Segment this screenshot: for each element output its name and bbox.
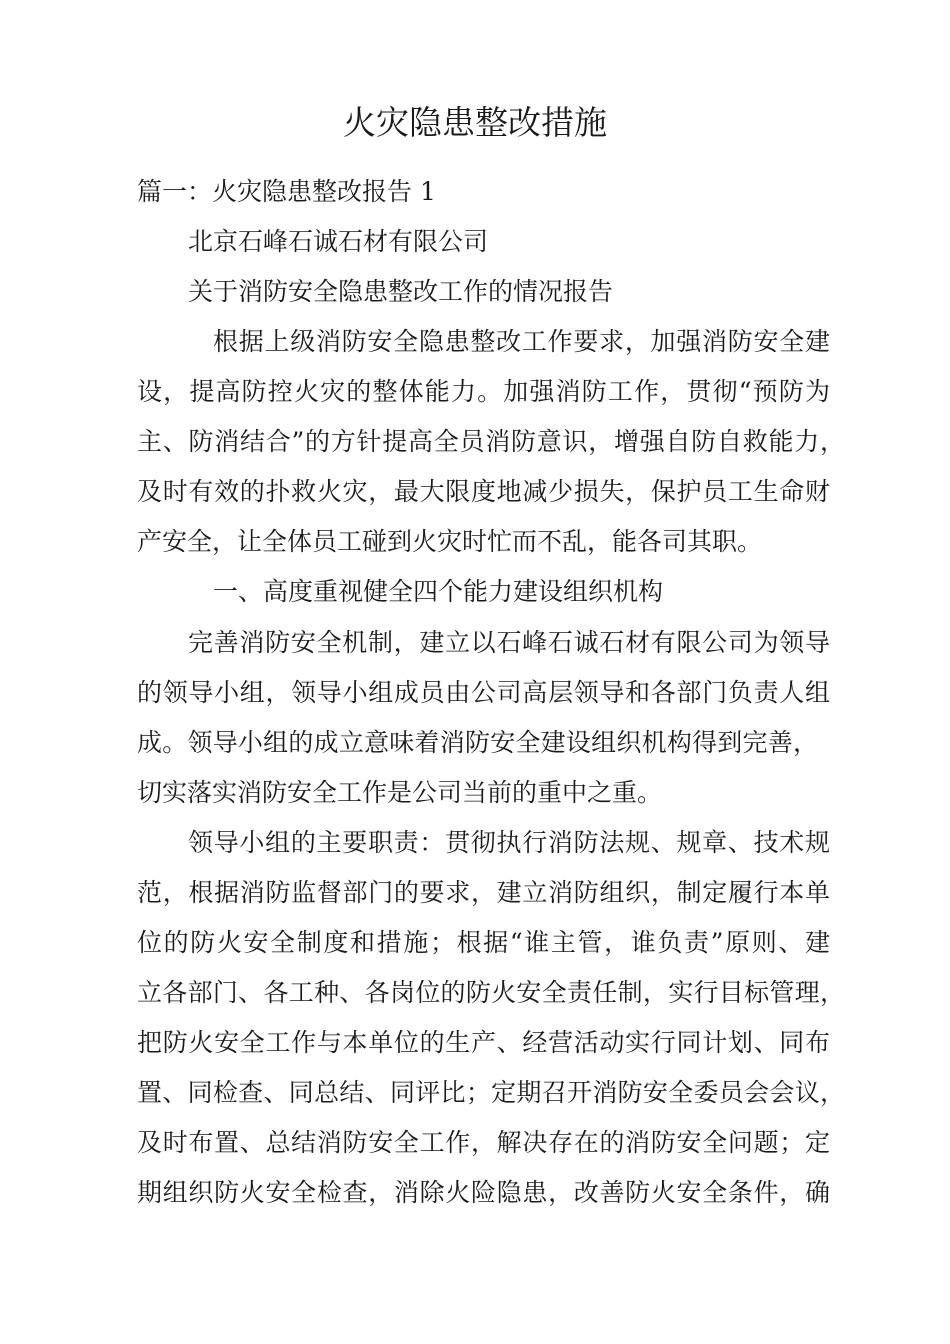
paragraph-line: 位的防火安全制度和措施；根据“谁主管，谁负责”原则、建: [137, 928, 830, 957]
paragraph-line: 把防火安全工作与本单位的生产、经营活动实行同计划、同布: [137, 1028, 830, 1057]
paragraph-line: 产安全，让全体员工碰到火灾时忙而不乱，能各司其职。: [137, 527, 763, 556]
paragraph-line: 立各部门、各工种、各岗位的防火安全责任制，实行目标管理，: [137, 978, 845, 1007]
paragraph-line: 置、同检查、同总结、同评比；定期召开消防安全委员会会议，: [137, 1078, 845, 1107]
section-heading: 篇一：火灾隐患整改报告 1: [137, 177, 436, 206]
paragraph-line: 主、防消结合”的方针提高全员消防意识，增强自防自救能力，: [137, 427, 845, 456]
paragraph-line: 及时有效的扑救火灾，最大限度地减少损失，保护员工生命财: [137, 477, 830, 506]
paragraph-line: 成。领导小组的成立意味着消防安全建设组织机构得到完善，: [137, 728, 818, 757]
paragraph-line: 切实落实消防安全工作是公司当前的重中之重。: [137, 778, 663, 807]
paragraph-line: 范，根据消防监督部门的要求，建立消防组织，制定履行本单: [137, 878, 830, 907]
subsection-heading: 一、高度重视健全四个能力建设组织机构: [213, 577, 664, 606]
paragraph-line: 完善消防安全机制，建立以石峰石诚石材有限公司为领导: [188, 628, 830, 657]
paragraph-line: 及时布置、总结消防安全工作，解决存在的消防安全问题；定: [137, 1128, 830, 1157]
paragraph-line: 设，提高防控火灾的整体能力。加强消防工作，贯彻“预防为: [137, 377, 830, 406]
paragraph-line: 根据上级消防安全隐患整改工作要求，加强消防安全建: [213, 327, 830, 356]
paragraph-line: 的领导小组，领导小组成员由公司高层领导和各部门负责人组: [137, 678, 830, 707]
paragraph-line: 领导小组的主要职责：贯彻执行消防法规、规章、技术规: [188, 828, 830, 857]
paragraph-line: 期组织防火安全检查，消除火险隐患，改善防火安全条件，确: [137, 1178, 830, 1207]
report-title: 关于消防安全隐患整改工作的情况报告: [188, 277, 614, 306]
company-name: 北京石峰石诚石材有限公司: [188, 227, 489, 256]
document-title: 火灾隐患整改措施: [343, 103, 607, 142]
